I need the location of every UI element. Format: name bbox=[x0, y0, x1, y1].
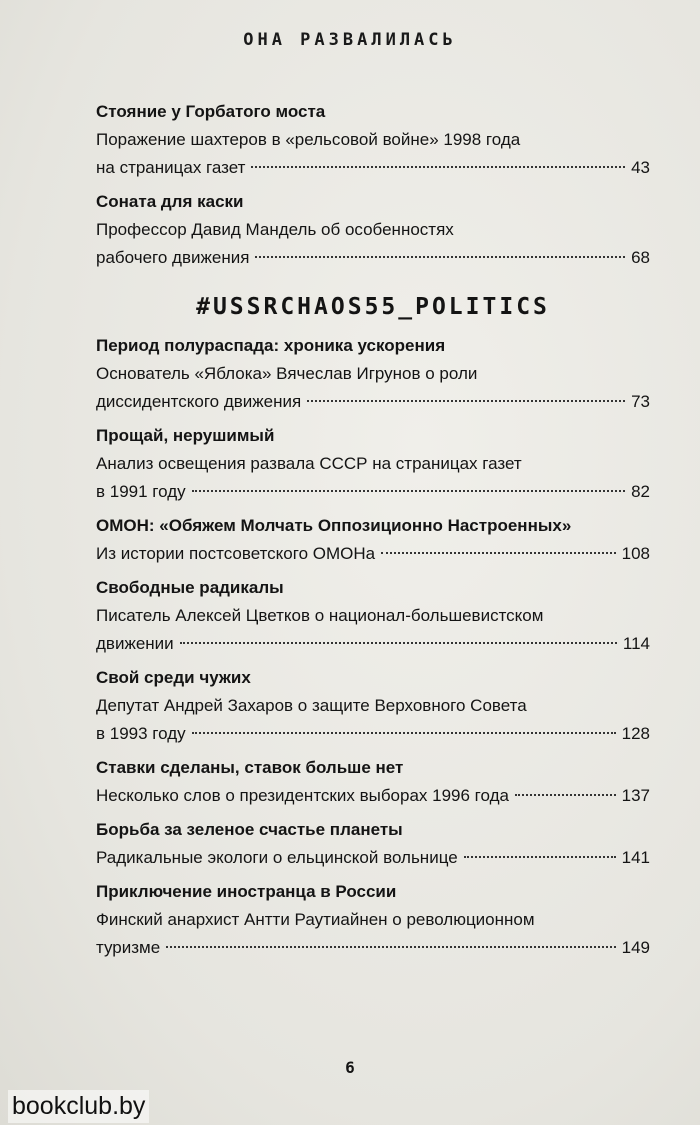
toc-entry-page-number: 108 bbox=[621, 544, 650, 563]
toc-entry-page-number: 73 bbox=[631, 392, 650, 411]
toc-entry-last-line bbox=[96, 630, 650, 658]
toc-entry-title: ОМОН: «Обяжем Молчать Оппозиционно Настроенных» bbox=[96, 516, 572, 535]
watermark: bookclub.by bbox=[8, 1090, 149, 1123]
toc-entry-description: Поражение шахтеров в «рельсовой войне» 1998 года bbox=[96, 130, 521, 149]
toc-entry-page-number: 68 bbox=[631, 248, 650, 267]
toc-entry-page-number: 43 bbox=[631, 158, 650, 177]
toc-entry-description: Основатель «Яблока» Вячеслав Игрунов о роли bbox=[96, 364, 478, 383]
toc-entry-description: Финский анархист Антти Раутиайнен о революционном bbox=[96, 910, 535, 929]
table-of-contents bbox=[96, 92, 650, 966]
toc-entry-page-number: 137 bbox=[621, 786, 650, 805]
toc-entry bbox=[96, 574, 650, 658]
toc-entry bbox=[96, 332, 650, 416]
toc-entry-last-line bbox=[96, 540, 650, 568]
toc-entry-description: в 1993 году bbox=[96, 724, 186, 743]
toc-entry-description: Несколько слов о президентских выборах 1996 года bbox=[96, 786, 509, 805]
toc-entry-description: Анализ освещения развала СССР на страницах газет bbox=[96, 454, 522, 473]
toc-entry-last-line bbox=[96, 720, 650, 748]
toc-entry-description: в 1991 году bbox=[96, 482, 186, 501]
toc-entry-title: Борьба за зеленое счастье планеты bbox=[96, 820, 403, 839]
dot-leader bbox=[381, 552, 616, 554]
toc-entry-title: Стояние у Горбатого моста bbox=[96, 102, 326, 121]
toc-entry-title: Свой среди чужих bbox=[96, 668, 251, 687]
toc-entry-page-number: 82 bbox=[631, 482, 650, 501]
toc-entry-page-number: 128 bbox=[621, 724, 650, 743]
toc-entry-description: туризме bbox=[96, 938, 161, 957]
section-heading: #USSRCHAOS55_POLITICS bbox=[196, 294, 550, 320]
dot-leader bbox=[515, 794, 616, 796]
toc-entry-description: Писатель Алексей Цветков о национал-большевистском bbox=[96, 606, 544, 625]
toc-entry-last-line bbox=[96, 478, 650, 506]
toc-entry-title: Приключение иностранца в России bbox=[96, 882, 397, 901]
dot-leader bbox=[307, 400, 625, 402]
toc-entry bbox=[96, 816, 650, 872]
toc-entry-description: на страницах газет bbox=[96, 158, 246, 177]
toc-entry-last-line bbox=[96, 388, 650, 416]
top-entries-list bbox=[96, 98, 650, 272]
dot-leader bbox=[255, 256, 625, 258]
page-number: 6 bbox=[345, 1058, 355, 1077]
toc-entry-last-line bbox=[96, 244, 650, 272]
dot-leader bbox=[192, 732, 616, 734]
toc-entry-description: рабочего движения bbox=[96, 248, 250, 267]
toc-entry bbox=[96, 512, 650, 568]
toc-entry-description: диссидентского движения bbox=[96, 392, 302, 411]
toc-entry-page-number: 141 bbox=[621, 848, 650, 867]
toc-entry-description: Депутат Андрей Захаров о защите Верховного Совета bbox=[96, 696, 527, 715]
toc-entry-description: Радикальные экологи о ельцинской вольнице bbox=[96, 848, 458, 867]
toc-entry-description: Профессор Давид Мандель об особенностях bbox=[96, 220, 454, 239]
toc-entry bbox=[96, 878, 650, 962]
toc-entry-page-number: 114 bbox=[622, 634, 650, 653]
dot-leader bbox=[192, 490, 625, 492]
dot-leader bbox=[180, 642, 617, 644]
toc-entry-last-line bbox=[96, 934, 650, 962]
running-head: ОНА РАЗВАЛИЛАСЬ bbox=[243, 30, 457, 50]
toc-entry-title: Ставки сделаны, ставок больше нет bbox=[96, 758, 404, 777]
toc-entry bbox=[96, 664, 650, 748]
toc-entry-last-line bbox=[96, 844, 650, 872]
section-entries-list bbox=[96, 332, 650, 962]
toc-entry-title: Свободные радикалы bbox=[96, 578, 284, 597]
dot-leader bbox=[166, 946, 615, 948]
toc-entry bbox=[96, 188, 650, 272]
toc-entry-last-line bbox=[96, 782, 650, 810]
toc-entry-title: Соната для каски bbox=[96, 192, 244, 211]
toc-entry-title: Период полураспада: хроника ускорения bbox=[96, 336, 446, 355]
toc-entry bbox=[96, 422, 650, 506]
toc-entry-title: Прощай, нерушимый bbox=[96, 426, 275, 445]
toc-entry-description: Из истории постсоветского ОМОНа bbox=[96, 544, 376, 563]
toc-entry-last-line bbox=[96, 154, 650, 182]
toc-entry bbox=[96, 98, 650, 182]
dot-leader bbox=[464, 856, 616, 858]
dot-leader bbox=[251, 166, 625, 168]
toc-entry-description: движении bbox=[96, 634, 174, 653]
toc-entry bbox=[96, 754, 650, 810]
toc-entry-page-number: 149 bbox=[621, 938, 650, 957]
